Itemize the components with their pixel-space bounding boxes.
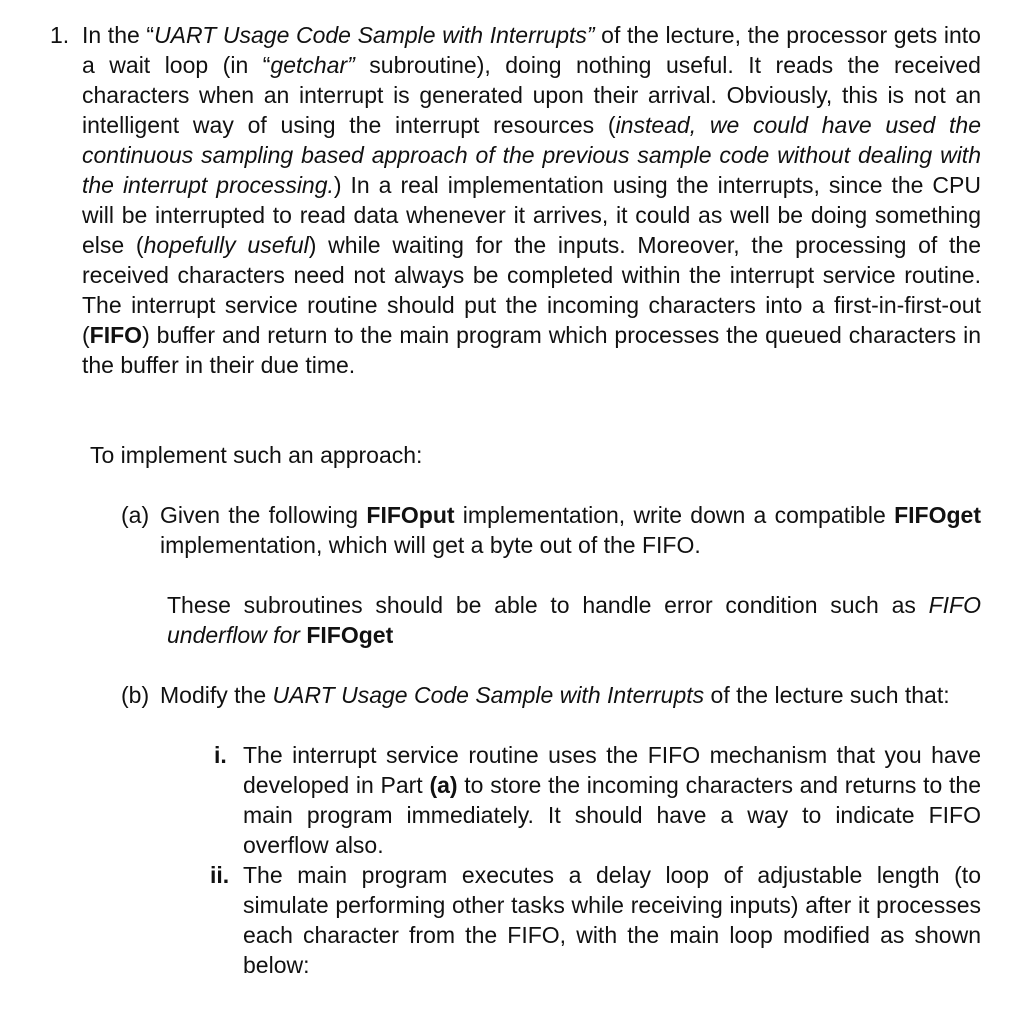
fifoput-term: FIFOput [366, 502, 455, 528]
fifo-term: FIFO [89, 322, 143, 348]
part-b-text-2: of the lecture such that: [704, 682, 950, 708]
sub-item-ii-text [243, 860, 981, 980]
part-b-text [160, 680, 981, 710]
part-a-text [160, 500, 981, 560]
intro-text-5: ) while waiting for the inputs. Moreover, the processing of the received characters need not always be completed within the interrupt service routine. The interrupt service routine should put the incoming characters into a first-in-first-out ( [82, 232, 981, 348]
sub-item-ii-text-1: The main program executes a delay loop of adjustable length (to simulate performing other tasks while receiving inputs) after it processes each character from the FIFO, with the main loop modified as shown below: [243, 862, 981, 978]
lecture-sample-title: UART Usage Code Sample with Interrupts” [154, 22, 595, 48]
question-number: 1. [50, 22, 70, 48]
sub-item-i-text-2: to store the incoming characters and returns to the main program immediately. It should have a way to indicate FIFO overflow also. [243, 772, 981, 858]
approach-paragraph: To implement such an approach: [90, 442, 423, 468]
part-a-text-2: implementation, write down a compatible [454, 502, 895, 528]
fifoget-term: FIFOget [894, 502, 981, 528]
instead-remark: instead, we could have used the continuous sampling based approach of the previous sample code without dealing with the interrupt processing. [82, 112, 981, 198]
part-a-note [167, 590, 981, 650]
part-b-label: (b) [121, 682, 150, 708]
sub-item-i-text-1: The interrupt service routine uses the FIFO mechanism that you have developed in Part [243, 742, 981, 798]
intro-text-6: ) buffer and return to the main program which processes the queued characters in the buffer in their due time. [82, 322, 981, 378]
intro-text-4: ) In a real implementation using the interrupts, since the CPU will be interrupted to read data whenever it arrives, it could as well be doing something else ( [82, 172, 981, 258]
part-a-note-text: These subroutines should be able to handle error condition such as [167, 592, 929, 618]
lecture-sample-title-b: UART Usage Code Sample with Interrupts [272, 682, 705, 708]
hopefully-useful-remark: hopefully useful [143, 232, 309, 258]
intro-text-1: In the “ [82, 22, 155, 48]
intro-text-3: subroutine), doing nothing useful. It reads the received characters when an interrupt is generated upon their arrival. Obviously, this is not an intelligent way of using the interrupt resources ( [82, 52, 981, 138]
part-a-text-1: Given the following [160, 502, 367, 528]
part-a-label: (a) [121, 502, 150, 528]
getchar-term: getchar” [270, 52, 355, 78]
intro-paragraph [82, 20, 981, 380]
sub-item-i-text [243, 740, 981, 860]
part-a-reference: (a) [429, 772, 458, 798]
intro-text-2: of the lecture, the processor gets into a wait loop (in “ [82, 22, 981, 78]
fifoget-term-note: FIFOget [306, 622, 394, 648]
part-b-text-1: Modify the [160, 682, 273, 708]
sub-item-ii-label: ii. [210, 862, 230, 888]
sub-item-i-label: i. [214, 742, 227, 768]
part-a-text-3: implementation, which will get a byte out of the FIFO. [160, 532, 701, 558]
underflow-term: FIFO underflow for [167, 592, 981, 648]
